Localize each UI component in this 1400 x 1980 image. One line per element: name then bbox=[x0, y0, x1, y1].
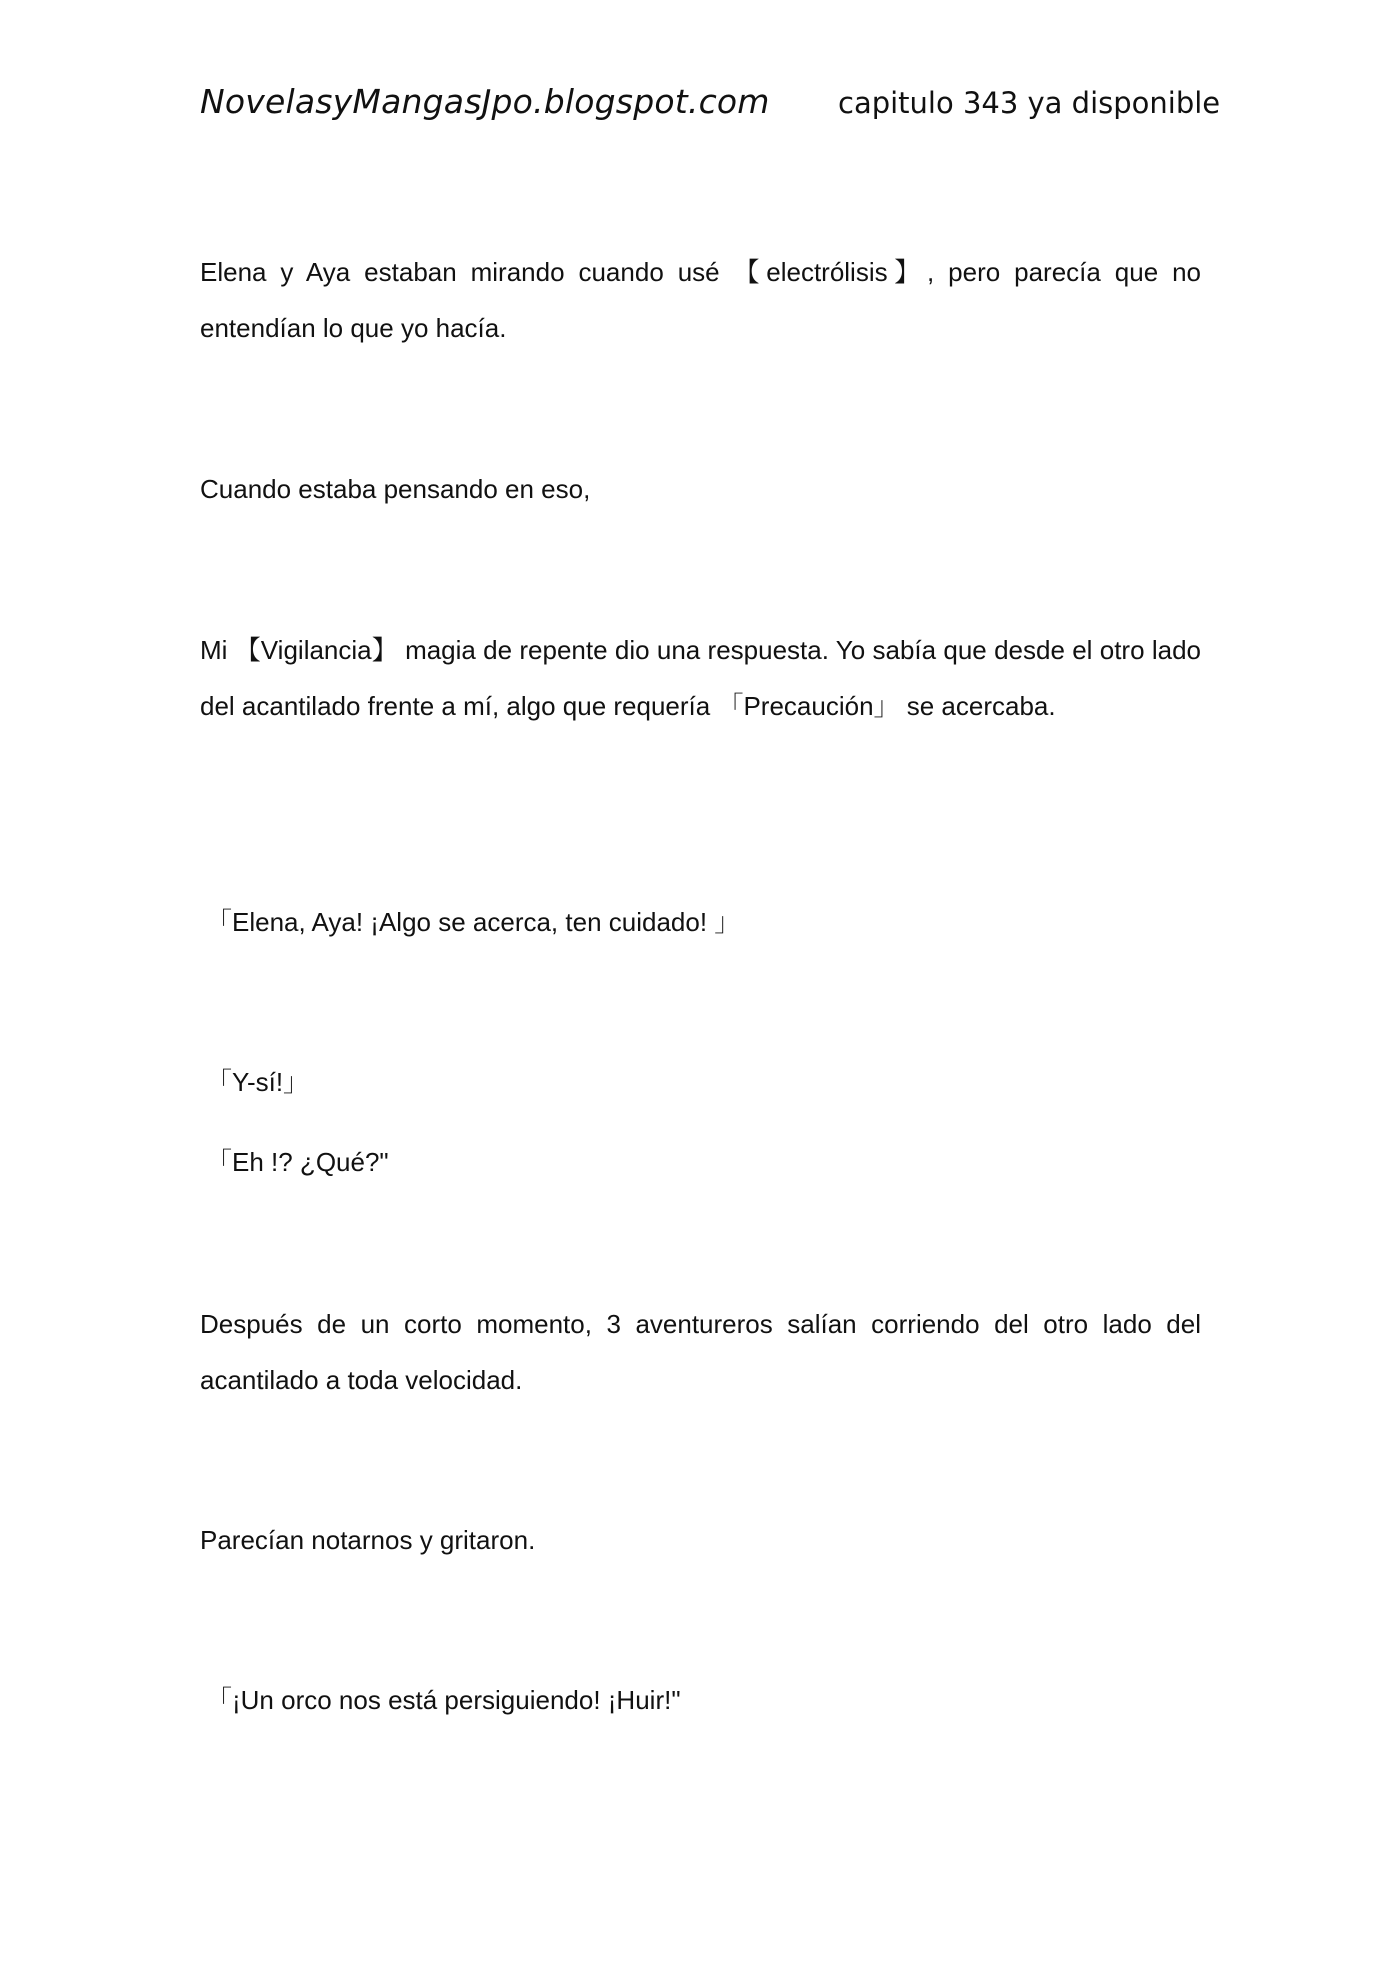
chapter-text bbox=[200, 0, 1201, 1980]
chapter-announcement: capitulo 343 ya disponible bbox=[838, 86, 1221, 120]
dialogue-what: 「Eh !? ¿Qué?" bbox=[206, 1147, 389, 1177]
paragraph-adventurers: Después de un corto momento, 3 aventureros salían corriendo del otro lado del acantilado a toda velocidad. bbox=[200, 1309, 1201, 1395]
site-name: NovelasyMangasJpo.blogspot.com bbox=[200, 82, 770, 121]
paragraph-electrolysis: Elena y Aya estaban mirando cuando usé 【electrólisis】, pero parecía que no entendían lo que yo hacía. bbox=[200, 257, 1201, 343]
dialogue-orc: 「¡Un orco nos está persiguiendo! ¡Huir!" bbox=[206, 1685, 681, 1715]
paragraph-vigilance: Mi 【Vigilancia】 magia de repente dio una respuesta. Yo sabía que desde el otro lado del acantilado frente a mí, algo que requería 「Precaución」 se acercaba. bbox=[200, 635, 1201, 721]
dialogue-yes: 「Y-sí!」 bbox=[206, 1067, 310, 1097]
paragraph-thinking: Cuando estaba pensando en eso, bbox=[200, 474, 591, 504]
dialogue-warning: 「Elena, Aya! ¡Algo se acerca, ten cuidado! 」 bbox=[206, 907, 741, 937]
paragraph-shouted: Parecían notarnos y gritaron. bbox=[200, 1525, 536, 1555]
